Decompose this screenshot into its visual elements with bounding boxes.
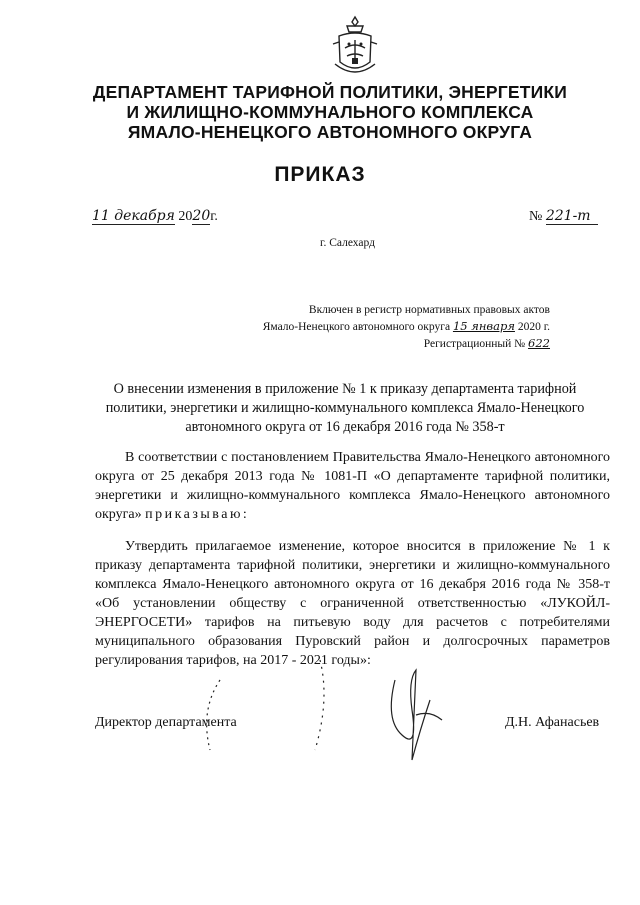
year-suffix: г. bbox=[210, 209, 218, 224]
signer-position: Директор департамента bbox=[95, 715, 237, 730]
registration-line-2 bbox=[230, 318, 550, 335]
signer-name: Д.Н. Афанасьев bbox=[505, 715, 600, 730]
handwritten-date: 11 декабря bbox=[92, 208, 175, 224]
registration-line-1: Включен в регистр нормативных правовых актов bbox=[308, 304, 550, 316]
preamble-text: В соответствии с постановлением Правительства Ямало-Ненецкого автономного округа от 25 декабря 2013 года № 1081-П «О департаменте тарифной политики, энергетики и жилищно-коммунального комплекса Ямало-Ненецкого автономного округа» bbox=[95, 450, 610, 522]
registration-block bbox=[230, 302, 550, 352]
document-type-title: ПРИКАЗ bbox=[274, 163, 366, 186]
coat-of-arms-emblem bbox=[325, 14, 385, 80]
handwritten-year: 20 bbox=[192, 208, 211, 224]
registration-year: 2020 г. bbox=[517, 321, 550, 333]
order-directive: приказываю: bbox=[145, 507, 250, 522]
year-prefix: 20 bbox=[178, 209, 193, 224]
department-line-3: ЯМАЛО-НЕНЕЦКОГО АВТОНОМНОГО ОКРУГА bbox=[127, 122, 533, 142]
handwritten-registration-number: 622 bbox=[528, 336, 550, 350]
city-label: г. Салехард bbox=[320, 237, 375, 249]
department-heading bbox=[60, 82, 600, 142]
order-date bbox=[92, 208, 218, 225]
registration-line-3 bbox=[230, 335, 550, 352]
main-paragraph: Утвердить прилагаемое изменение, которое вносится в приложение № 1 к приказу департамента тарифной политики, энергетики и жилищно-коммунального комплекса Ямало-Ненецкого автономного округа от 16 декабря 2016 года № 358-т «Об установлении обществу с ограниченной ответственностью «ЛУКОЙЛ-ЭНЕРГОСЕТИ» тарифов на питьевую воду для расчетов с потребителями муниципального образования Пуровский район и долгосрочных параметров регулирования тарифов, на 2017 - 2021 годы»: bbox=[95, 539, 610, 668]
order-subject: О внесении изменения в приложение № 1 к приказу департамента тарифной политики, энергетики и жилищно-коммунального комплекса Ямало-Ненецкого автономного округа от 16 декабря 2016 года № 358-т bbox=[105, 381, 585, 435]
handwritten-registration-date: 15 января bbox=[452, 319, 515, 333]
number-prefix: № bbox=[529, 209, 543, 224]
handwritten-number: 221-т bbox=[546, 208, 598, 225]
department-line-2: И ЖИЛИЩНО-КОММУНАЛЬНОГО КОМПЛЕКСА bbox=[126, 102, 534, 122]
registration-number-prefix: Регистрационный № bbox=[423, 338, 526, 350]
signature-graphic bbox=[180, 640, 520, 780]
order-number bbox=[529, 208, 598, 225]
preamble-paragraph bbox=[95, 448, 610, 524]
registration-line-2-prefix: Ямало-Ненецкого автономного округа bbox=[262, 321, 451, 333]
department-line-1: ДЕПАРТАМЕНТ ТАРИФНОЙ ПОЛИТИКИ, ЭНЕРГЕТИКИ bbox=[92, 82, 568, 102]
